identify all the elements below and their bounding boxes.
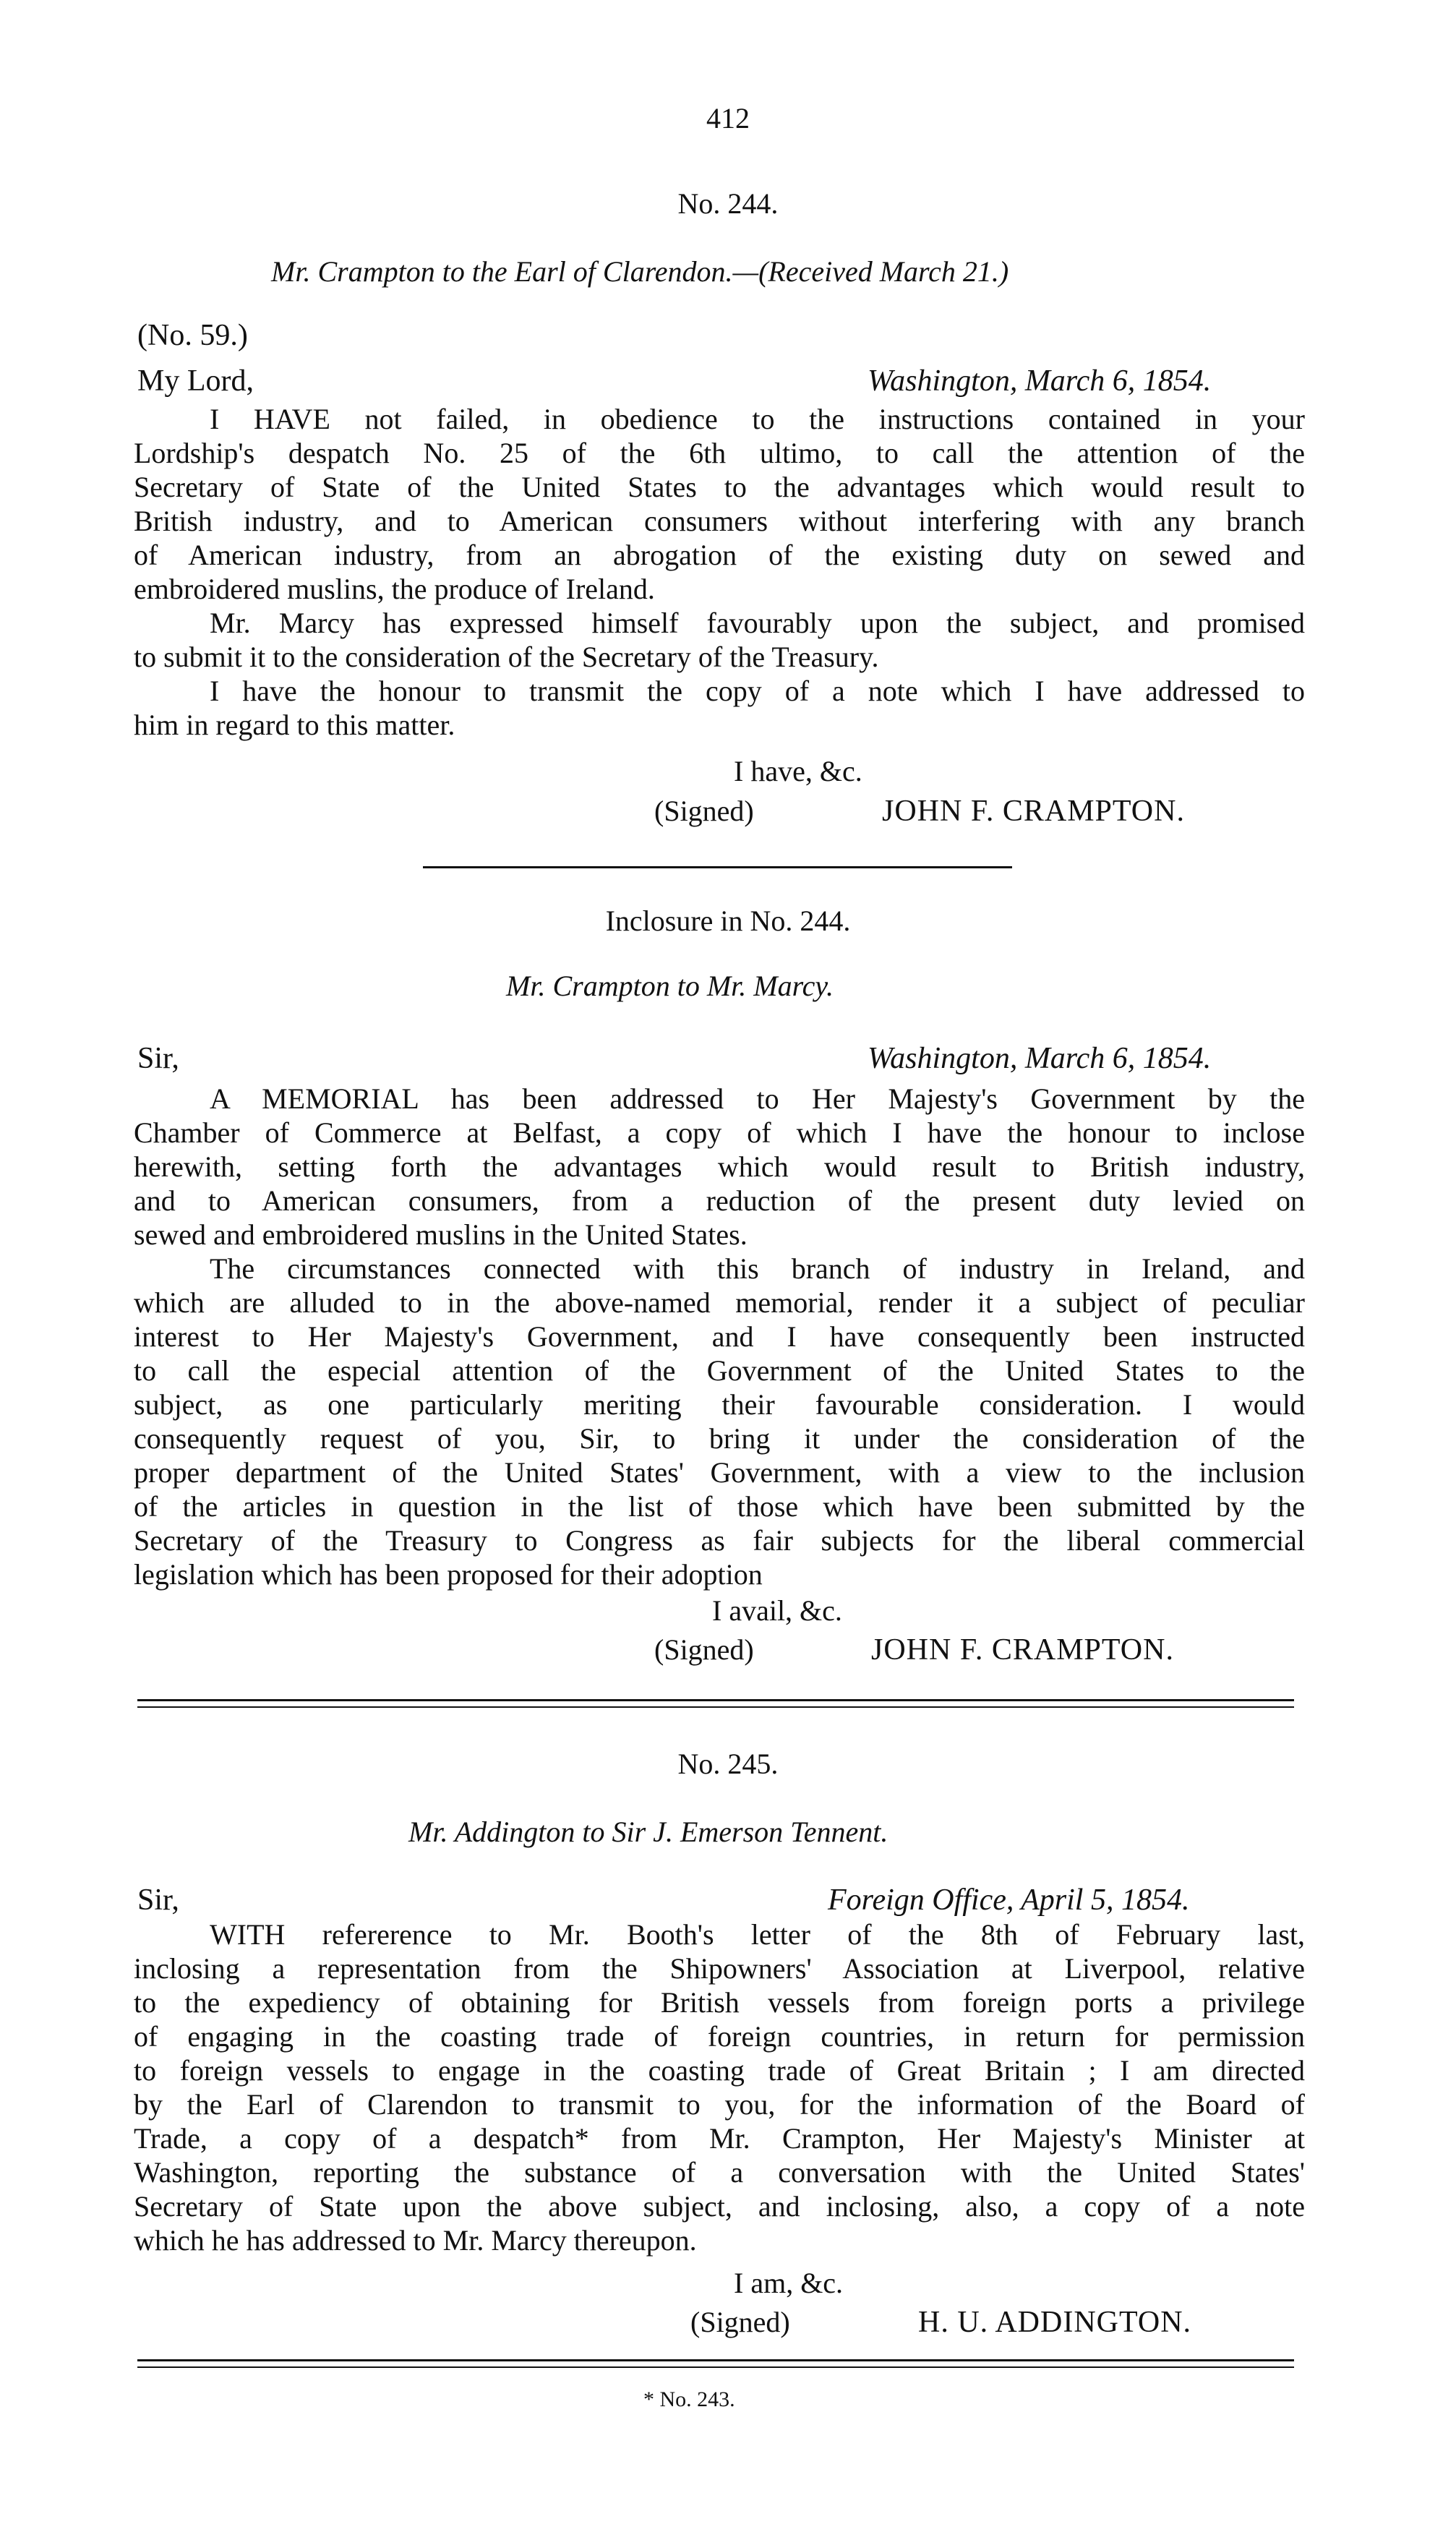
page-number: 412 — [706, 102, 750, 134]
letter-245-signer: H. U. ADDINGTON. — [918, 2306, 1192, 2339]
inclosure-244-subtitle: Mr. Crampton to Mr. Marcy. — [506, 970, 834, 1002]
letter-245-line: to the expediency of obtaining for British vessels from foreign ports a privilege — [134, 1986, 1305, 2019]
inclosure-244-line: consequently request of you, Sir, to bring it under the consideration of the — [134, 1422, 1305, 1455]
letter-244-salutation: My Lord, — [137, 364, 254, 398]
inclosure-244-salutation: Sir, — [137, 1042, 179, 1075]
letter-244-line: Mr. Marcy has expressed himself favourably upon the subject, and promised — [210, 607, 1305, 639]
letter-245-line: of engaging in the coasting trade of foreign countries, in return for permission — [134, 2020, 1305, 2053]
inclosure-244-line: herewith, setting forth the advantages which would result to British industry, — [134, 1150, 1305, 1183]
letter-244-number: No. 244. — [677, 187, 779, 220]
section-divider — [137, 1699, 1294, 1701]
letter-245-line: Washington, reporting the substance of a conversation with the United States' — [134, 2156, 1305, 2189]
inclosure-244-line: interest to Her Majesty's Government, and I have consequently been instructed — [134, 1320, 1305, 1353]
inclosure-244-line: Chamber of Commerce at Belfast, a copy of which I have the honour to inclose — [134, 1116, 1305, 1149]
letter-245-subtitle: Mr. Addington to Sir J. Emerson Tennent. — [408, 1816, 888, 1848]
letter-244-line: of American industry, from an abrogation of the existing duty on sewed and — [134, 539, 1305, 571]
letter-245-salutation: Sir, — [137, 1883, 179, 1917]
letter-244-dateline: Washington, March 6, 1854. — [868, 364, 1212, 398]
letter-244-line: British industry, and to American consumers without interfering with any branch — [134, 505, 1305, 537]
inclosure-244-line: and to American consumers, from a reduction of the present duty levied on — [134, 1184, 1305, 1217]
letter-245-line: which he has addressed to Mr. Marcy thereupon. — [134, 2224, 697, 2257]
inclosure-244-line: of the articles in question in the list of those which have been submitted by the — [134, 1490, 1305, 1523]
footnote-divider — [137, 2359, 1294, 2361]
inclosure-244-closing: I avail, &c. — [712, 1594, 842, 1627]
letter-245-line: Secretary of State upon the above subject, and inclosing, also, a copy of a note — [134, 2190, 1305, 2223]
letter-245-signed-label: (Signed) — [690, 2306, 790, 2338]
letter-244-line: embroidered muslins, the produce of Ireland. — [134, 573, 655, 605]
section-divider — [423, 866, 1012, 868]
inclosure-244-line: subject, as one particularly meriting their favourable consideration. I would — [134, 1388, 1305, 1421]
letter-244-line: Lordship's despatch No. 25 of the 6th ultimo, to call the attention of the — [134, 437, 1305, 469]
letter-245-line: by the Earl of Clarendon to transmit to you, for the information of the Board of — [134, 2088, 1305, 2121]
inclosure-244-dateline: Washington, March 6, 1854. — [868, 1042, 1212, 1075]
section-divider — [137, 1706, 1294, 1708]
letter-245-closing: I am, &c. — [734, 2267, 844, 2299]
letter-244-signed-label: (Signed) — [654, 795, 754, 827]
inclosure-244-signer: JOHN F. CRAMPTON. — [871, 1633, 1174, 1667]
inclosure-244-line: proper department of the United States' Government, with a view to the inclusion — [134, 1456, 1305, 1489]
letter-245-number: No. 245. — [677, 1748, 779, 1780]
letter-244-line: I HAVE not failed, in obedience to the instructions contained in your — [210, 403, 1305, 435]
letter-244-ref: (No. 59.) — [137, 319, 248, 352]
footnote-divider — [137, 2366, 1294, 2368]
letter-244-line: to submit it to the consideration of the Secretary of the Treasury. — [134, 641, 879, 673]
inclosure-244-line: Secretary of the Treasury to Congress as fair subjects for the liberal commercial — [134, 1524, 1305, 1557]
letter-245-line: inclosing a representation from the Shipowners' Association at Liverpool, relative — [134, 1952, 1305, 1985]
letter-244-line: him in regard to this matter. — [134, 709, 455, 741]
letter-244-closing: I have, &c. — [734, 755, 862, 787]
inclosure-244-title: Inclosure in No. 244. — [605, 905, 851, 937]
footnote: * No. 243. — [643, 2387, 735, 2411]
inclosure-244-line: A MEMORIAL has been addressed to Her Majesty's Government by the — [210, 1082, 1305, 1115]
inclosure-244-line: sewed and embroidered muslins in the United States. — [134, 1218, 748, 1251]
inclosure-244-line: legislation which has been proposed for their adoption — [134, 1558, 763, 1591]
inclosure-244-line: which are alluded to in the above-named memorial, render it a subject of peculiar — [134, 1286, 1305, 1319]
inclosure-244-signed-label: (Signed) — [654, 1633, 754, 1666]
letter-244-subtitle: Mr. Crampton to the Earl of Clarendon.—(Received March 21.) — [271, 255, 1009, 288]
letter-245-line: to foreign vessels to engage in the coasting trade of Great Britain ; I am directed — [134, 2054, 1305, 2087]
letter-245-line: Trade, a copy of a despatch* from Mr. Crampton, Her Majesty's Minister at — [134, 2122, 1305, 2155]
inclosure-244-line: to call the especial attention of the Government of the United States to the — [134, 1354, 1305, 1387]
letter-245-line: WITH refererence to Mr. Booth's letter of the 8th of February last, — [210, 1918, 1305, 1951]
letter-244-line: Secretary of State of the United States to the advantages which would result to — [134, 471, 1305, 503]
letter-244-signer: JOHN F. CRAMPTON. — [882, 795, 1185, 828]
letter-245-dateline: Foreign Office, April 5, 1854. — [828, 1883, 1190, 1917]
letter-244-line: I have the honour to transmit the copy of a note which I have addressed to — [210, 675, 1305, 707]
inclosure-244-line: The circumstances connected with this branch of industry in Ireland, and — [210, 1252, 1305, 1285]
